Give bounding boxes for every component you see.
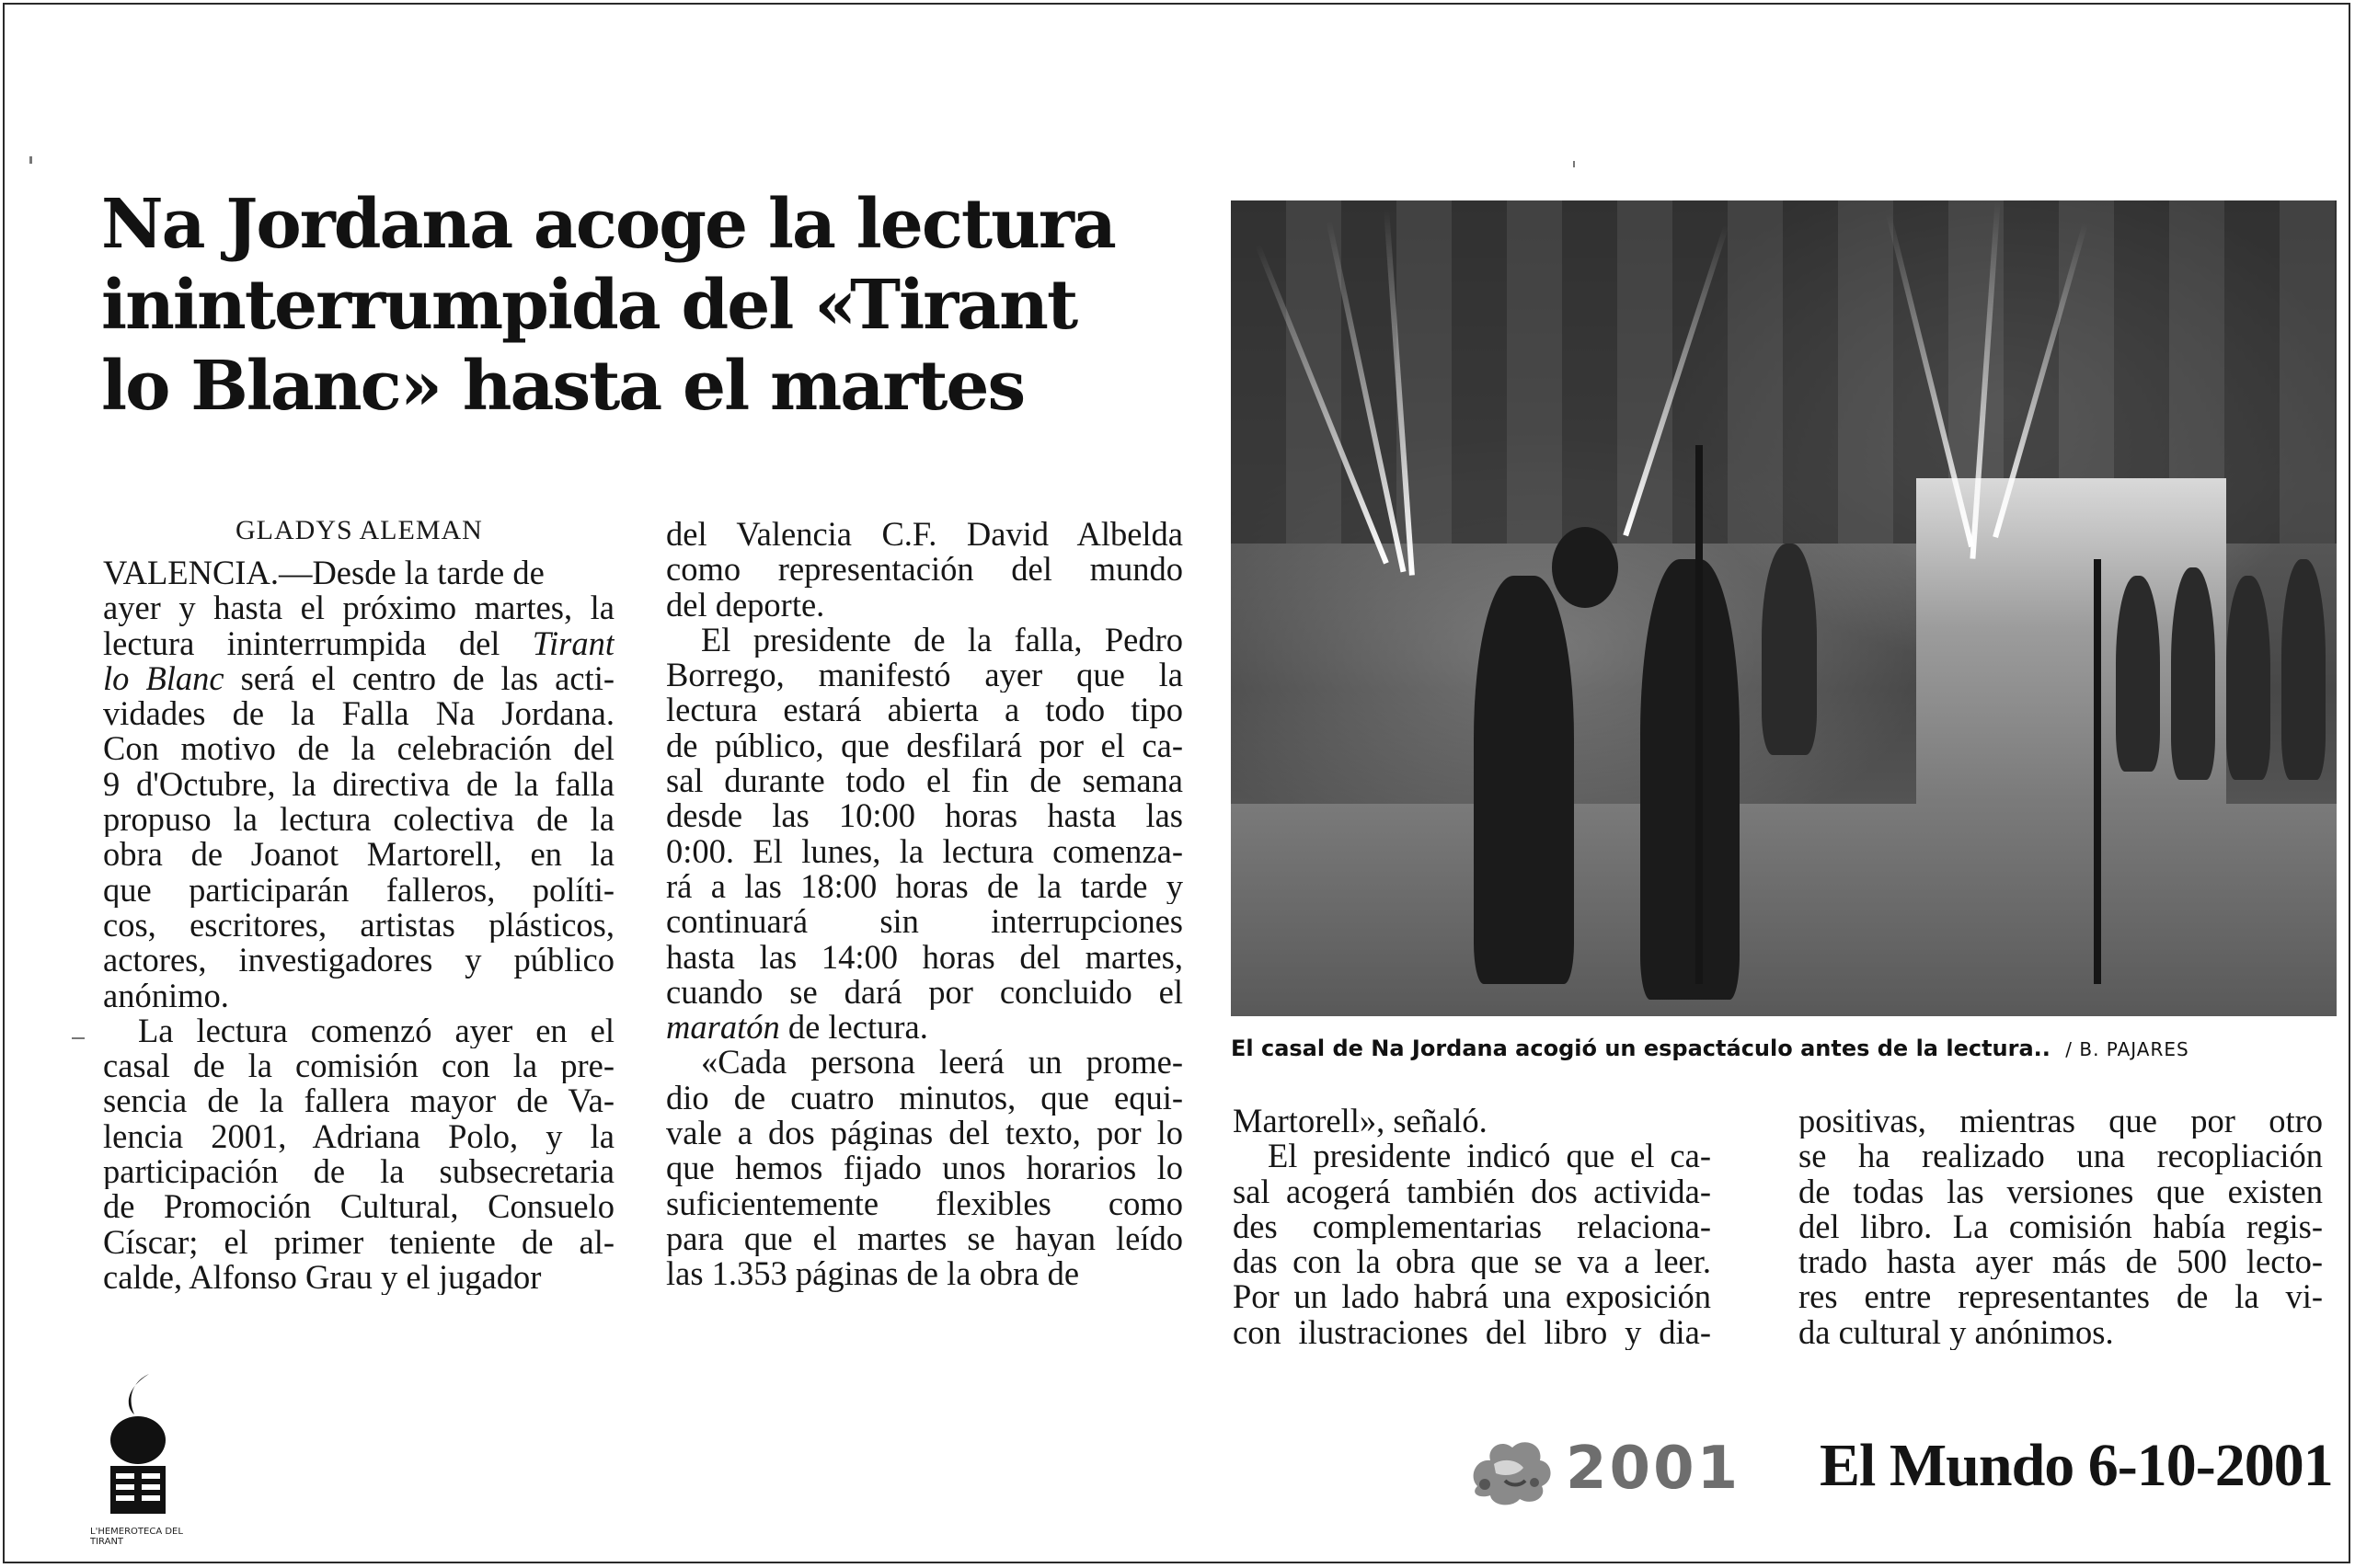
scan-speck (1573, 161, 1575, 167)
article-line: actores, investigadores y público (103, 943, 615, 979)
article-line: «Cada persona leerá un prome- (701, 1045, 1183, 1081)
article-line: sencia de la fallera mayor de Va- (103, 1083, 615, 1119)
article-line: participación de la subsecretaria (103, 1154, 615, 1190)
article-line: propuso la lectura colectiva de la (103, 802, 615, 838)
article-line: casal de la comisión con la pre- (103, 1048, 615, 1084)
article-line: que hemos fijado unos horarios lo (666, 1150, 1183, 1186)
article-line: lo Blanc será el centro de las acti- (103, 660, 615, 697)
photo-credit: / B. PAJARES (2065, 1038, 2189, 1060)
article-line: que participarán falleros, políti- (103, 872, 615, 908)
headline-line: lo Blanc» hasta el martes (101, 347, 1025, 426)
photo-figure-head (1552, 527, 1618, 609)
article-line: trado hasta ayer más de 500 lecto- (1798, 1244, 2323, 1280)
article-column-1 (103, 555, 615, 1295)
article-line: vidades de la Falla Na Jordana. (103, 696, 615, 732)
article-line: se ha realizado una recopliación (1798, 1139, 2323, 1174)
article-photo (1231, 200, 2337, 1016)
photo-caption (1231, 1036, 2189, 1061)
scan-speck (72, 1037, 85, 1039)
article-line: de Promoción Cultural, Consuelo (103, 1189, 615, 1225)
article-line: res entre representantes de la vi- (1798, 1279, 2323, 1315)
article-line: las 1.353 páginas de la obra de (666, 1256, 1080, 1292)
photo-crowd-person (2226, 576, 2270, 780)
article-line: rá a las 18:00 horas de la tarde y (666, 868, 1183, 905)
article-line: Borrego, manifestó ayer que la (666, 658, 1183, 693)
article-line: sal acogerá también dos activida- (1233, 1173, 1711, 1209)
photo-street (1231, 804, 2337, 1016)
article-line: La lectura comenzó ayer en el (138, 1013, 615, 1049)
article-line: maratón de lectura. (666, 1010, 928, 1046)
article-line: El presidente de la falla, Pedro (701, 622, 1183, 658)
article-line: vale a dos páginas del texto, por lo (666, 1116, 1183, 1151)
article-line: calde, Alfonso Grau y el jugador (103, 1259, 542, 1296)
article-line: de todas las versiones que existen (1798, 1173, 2323, 1209)
article-line: hasta las 14:00 horas del martes, (666, 939, 1183, 975)
archive-year: 2001 (1566, 1435, 1741, 1503)
headline-line: Na Jordana acoge la lectura (101, 185, 1115, 264)
article-line: ayer y hasta el próximo martes, la (103, 590, 615, 626)
article-line: cos, escritores, artistas plásticos, (103, 907, 615, 944)
article-line: Con motivo de la celebración del (103, 731, 615, 767)
article-line: lectura estará abierta a todo tipo (666, 692, 1183, 728)
headline-line: ininterrumpida del «Tirant (101, 266, 1077, 345)
photo-pole (2094, 559, 2101, 983)
article-line: como representación del mundo (666, 552, 1183, 588)
article-line: das con la obra que se va a leer. (1233, 1244, 1711, 1280)
article-line: de público, que desfilará por el ca- (666, 727, 1183, 764)
photo-crowd-person (1762, 544, 1817, 756)
photo-crowd-person (2281, 559, 2326, 779)
article-line: El presidente indicó que el ca- (1268, 1139, 1711, 1174)
article-line: Martorell», señaló. (1233, 1104, 1488, 1139)
byline: GLADYS ALEMAN (236, 515, 483, 545)
archive-source: El Mundo 6-10-2001 (1820, 1432, 2333, 1499)
article-line: dio de cuatro minutos, que equi- (666, 1080, 1183, 1116)
article-line: 9 d'Octubre, la directiva de la falla (103, 766, 615, 803)
article-line: continuará sin interrupciones (666, 904, 1183, 940)
article-line: VALENCIA.—Desde la tarde de (103, 555, 545, 591)
article-line: suficientemente flexibles como (666, 1185, 1183, 1221)
article-column-2 (666, 517, 1183, 1292)
scan-speck (29, 156, 32, 164)
headline (101, 184, 1187, 427)
article-line: positivas, mientras que por otro (1798, 1104, 2323, 1139)
article-column-4 (1798, 1104, 2323, 1350)
article-line: des complementarias relaciona- (1233, 1208, 1711, 1245)
article-line: da cultural y anónimos. (1798, 1314, 2114, 1351)
photo-figure-right (1640, 559, 1740, 1000)
article-line: del Valencia C.F. David Albelda (666, 517, 1183, 553)
article-column-3 (1233, 1104, 1711, 1350)
article-line: para que el martes se hayan leído (666, 1220, 1183, 1257)
article-line: cuando se dará por concluido el (666, 974, 1183, 1011)
article-line: desde las 10:00 horas hasta las (666, 798, 1183, 834)
article-line: del libro. La comisión había regis- (1798, 1208, 2323, 1245)
photo-crowd-person (2116, 576, 2160, 772)
article-line: lencia 2001, Adriana Polo, y la (103, 1118, 615, 1155)
article-line: sal durante todo el fin de semana (666, 763, 1183, 799)
logo-text: L'HEMEROTECA DEL TIRANT (90, 1527, 183, 1547)
article-line: Císcar; el primer teniente de al- (103, 1224, 615, 1260)
article-line: con ilustraciones del libro y dia- (1233, 1314, 1711, 1351)
article-line: Por un lado habrá una exposición (1233, 1279, 1711, 1315)
photo-crowd-person (2171, 567, 2215, 780)
article-line: del deporte. (666, 587, 825, 623)
photo-pole (1695, 445, 1703, 983)
article-line: obra de Joanot Martorell, en la (103, 837, 615, 873)
caption-text: El casal de Na Jordana acogió un espactáculo antes de la lectura.. (1231, 1036, 2051, 1061)
article-line: anónimo. (103, 978, 229, 1013)
photo-figure-left (1474, 576, 1573, 984)
tirant-emblem-icon (1459, 1431, 1560, 1508)
article-line: 0:00. El lunes, la lectura comenza- (666, 833, 1183, 869)
article-line: lectura ininterrumpida del Tirant (103, 625, 615, 661)
